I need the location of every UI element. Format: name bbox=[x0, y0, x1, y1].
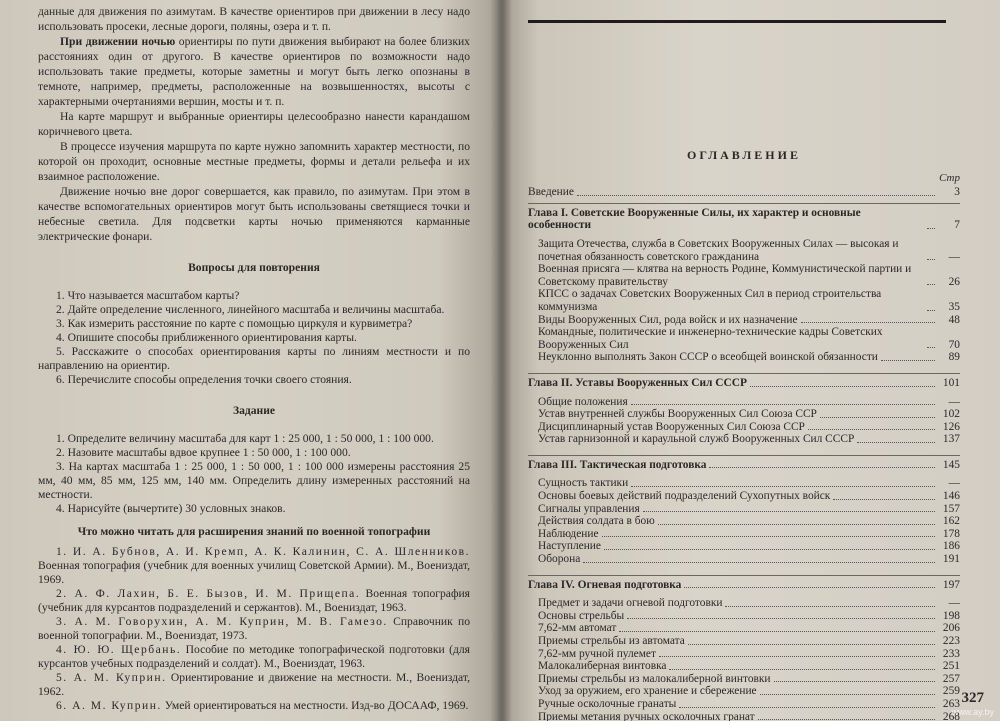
toc-page: 263 bbox=[942, 697, 960, 710]
toc-page: 137 bbox=[942, 433, 960, 446]
reference-authors: 1. И. А. Бубнов, А. И. Кремп, А. К. Калинин, С. А. Шленников. bbox=[56, 545, 470, 558]
reference-authors: 6. А. М. Куприн. bbox=[56, 699, 162, 712]
toc-dots bbox=[725, 606, 935, 607]
toc-entry-title: Введение bbox=[528, 186, 574, 199]
question-item: 6. Перечислите способы определения точки своего стояния. bbox=[56, 373, 352, 386]
toc-entry-title: Наступление bbox=[538, 540, 601, 553]
toc-entry-title: Сущность тактики bbox=[538, 477, 629, 490]
toc-dots bbox=[709, 467, 935, 468]
toc-chapter-title: Глава IV. Огневая подготовка bbox=[528, 578, 682, 591]
task-item: 3. На картах масштаба 1 : 25 000, 1 : 50 000, 1 : 100 000 измерены расстояния 25 мм, 40 мм, 85 мм, 125 мм, 140 мм. Определить длину измеренных расстояний на местности. bbox=[38, 460, 470, 501]
toc-dots bbox=[679, 707, 935, 708]
toc-entry bbox=[528, 540, 960, 553]
toc-page: 89 bbox=[948, 351, 960, 364]
toc-entry bbox=[528, 503, 960, 516]
toc-separator bbox=[528, 373, 960, 374]
toc-dots bbox=[688, 644, 935, 645]
task-item: 1. Определите величину масштаба для карт 1 : 25 000, 1 : 50 000, 1 : 100 000. bbox=[56, 432, 434, 445]
toc-entry-title: Военная присяга — клятва на верность Родине, Коммунистической партии и Советскому правительству bbox=[538, 263, 912, 288]
toc-chapter bbox=[528, 579, 960, 592]
reference-rest: Военная топография (учебник для военных училищ Советской Армии). М., Воениздат, 1969. bbox=[38, 559, 470, 586]
toc-entry-title: Приемы стрельбы из малокалиберной винтовки bbox=[538, 672, 771, 685]
toc-spacer bbox=[528, 446, 960, 451]
toc-entry-title: Устав внутренней службы Вооруженных Сил Союза ССР bbox=[538, 408, 817, 421]
toc-entry-title: 7,62-мм автомат bbox=[538, 622, 617, 635]
reference-rest: Военная топография (учебник для курсантов подразделений и сержантов). М., Воениздат, 1963. bbox=[38, 587, 470, 614]
toc-page: 126 bbox=[942, 420, 960, 433]
reading-title: Что можно читать для расширения знаний по военной топографии bbox=[77, 525, 431, 538]
toc-chapter bbox=[528, 377, 960, 390]
toc-entry bbox=[528, 186, 960, 199]
toc-dots bbox=[602, 536, 935, 537]
toc-page: 70 bbox=[948, 338, 960, 351]
toc-dots bbox=[927, 259, 935, 260]
toc-dots bbox=[833, 499, 935, 500]
toc-page: — bbox=[948, 477, 960, 490]
toc-page: 145 bbox=[942, 458, 960, 471]
page-number: 327 bbox=[961, 690, 984, 706]
toc-dots bbox=[927, 310, 935, 311]
toc-column bbox=[528, 20, 960, 721]
question-item: 2. Дайте определение численного, линейного масштаба и величины масштаба. bbox=[56, 303, 445, 316]
toc-page: 257 bbox=[942, 672, 960, 685]
question-item: 1. Что называется масштабом карты? bbox=[56, 289, 240, 302]
reference-rest: Пособие по методике топографической подготовки (для курсантов учебных подразделений и солдат). М., Воениздат, 1963. bbox=[38, 643, 471, 670]
toc-dots bbox=[631, 404, 935, 405]
toc-entry-title: Приемы метания ручных осколочных гранат bbox=[538, 710, 755, 721]
reference-item bbox=[38, 587, 470, 615]
reference-authors: 4. Ю. Ю. Щербань. bbox=[56, 643, 182, 656]
toc-entry-title: Защита Отечества, служба в Советских Вооруженных Силах — высокая и почетная обязанность советского гражданина bbox=[538, 237, 899, 263]
toc-separator bbox=[528, 575, 960, 576]
toc-entry-title: Командные, политические и инженерно-технические кадры Советских Вооруженных Сил bbox=[538, 326, 883, 351]
toc-entry bbox=[528, 597, 960, 610]
toc-separator bbox=[528, 455, 960, 456]
toc-page: 35 bbox=[948, 300, 960, 313]
reference-authors: 5. А. М. Куприн. bbox=[56, 671, 167, 684]
toc-entry bbox=[528, 421, 960, 434]
toc-chapter bbox=[528, 459, 960, 472]
references-list bbox=[38, 545, 470, 713]
toc-entry bbox=[528, 351, 960, 364]
toc-entry-title: Наблюдение bbox=[538, 527, 599, 540]
toc-entry-title: Основы стрельбы bbox=[538, 609, 625, 622]
left-page bbox=[0, 0, 498, 721]
toc-entry-title: Уход за оружием, его хранение и сбережение bbox=[538, 685, 757, 698]
toc-dots bbox=[750, 386, 935, 387]
toc-entry-title: Общие положения bbox=[538, 395, 628, 408]
toc-entry bbox=[528, 263, 960, 288]
toc-dots bbox=[583, 562, 935, 563]
toc-entry-title: Приемы стрельбы из автомата bbox=[538, 635, 685, 647]
reference-rest: Ориентирование и движение на местности. М., Воениздат, 1962. bbox=[38, 671, 470, 698]
toc-spacer bbox=[528, 566, 960, 571]
toc-page: 223 bbox=[942, 635, 960, 647]
toc-page: 191 bbox=[942, 553, 960, 566]
toc-dots bbox=[760, 694, 935, 695]
night-bold: При движении ночью bbox=[60, 35, 176, 48]
toc-entry-title: КПСС о задачах Советских Вооруженных Сил в период строительства коммунизма bbox=[538, 288, 882, 313]
night-paragraph bbox=[38, 34, 470, 109]
toc-entry-title: Неуклонно выполнять Закон СССР о всеобщей воинской обязанности bbox=[538, 351, 878, 364]
toc-entry bbox=[528, 553, 960, 566]
toc-page: 157 bbox=[942, 502, 960, 515]
task-title: Задание bbox=[232, 404, 276, 417]
task-list bbox=[38, 432, 470, 516]
toc-dots bbox=[643, 511, 935, 512]
toc-entry-title: Ручные осколочные гранаты bbox=[538, 697, 677, 710]
toc-chapter bbox=[528, 207, 960, 232]
task-item: 2. Назовите масштабы вдвое крупнее 1 : 50 000, 1 : 100 000. bbox=[56, 446, 351, 459]
toc-dots bbox=[627, 618, 935, 619]
task-item: 4. Нарисуйте (вычертите) 30 условных знаков. bbox=[56, 502, 286, 515]
toc-page: 3 bbox=[954, 186, 960, 199]
night-text: ориентиры по пути движения выбирают на более близких расстояниях один от другого. В качестве ориентиров по возможности надо использовать такие предметы, которые заметны и могут быть легко опознаны в темноте, например, предметы, расположенные на возвышенностях, высоты с характерными очертаниями вершин, мосты и т. п. bbox=[38, 35, 470, 108]
toc-entry-title: Основы боевых действий подразделений Сухопутных войск bbox=[538, 490, 831, 503]
top-rule bbox=[528, 20, 946, 23]
toc-page: — bbox=[948, 395, 960, 408]
toc-page: 26 bbox=[948, 275, 960, 288]
toc-page: — bbox=[948, 250, 960, 263]
watermark: www.ay.by bbox=[951, 707, 994, 717]
toc-page: 186 bbox=[942, 540, 960, 553]
toc-entry bbox=[528, 288, 960, 313]
toc-page: 197 bbox=[942, 578, 960, 591]
toc-list bbox=[528, 186, 960, 721]
toc-page: 259 bbox=[942, 685, 960, 698]
intro-paragraph: данные для движения по азимутам. В качестве ориентиров при движении в лесу надо использовать просеки, лесные дороги, поляны, озера и т. п. bbox=[38, 5, 470, 33]
left-column bbox=[38, 4, 470, 721]
toc-entry-title: Действия солдата в бою bbox=[538, 515, 655, 528]
toc-entry bbox=[528, 477, 960, 490]
toc-entry bbox=[528, 396, 960, 409]
question-item: 4. Опишите способы приближенного ориентирования карты. bbox=[56, 331, 357, 344]
right-page bbox=[498, 0, 1000, 721]
toc-entry-title: Виды Вооруженных Сил, рода войск и их назначение bbox=[538, 313, 798, 326]
questions-list bbox=[38, 289, 470, 387]
question-item: 5. Расскажите о способах ориентирования карты по линиям местности и по направлению на ориентир. bbox=[38, 345, 470, 372]
toc-dots bbox=[604, 549, 935, 550]
toc-entry bbox=[528, 711, 960, 721]
toc-entry bbox=[528, 433, 960, 446]
toc-page: 146 bbox=[942, 490, 960, 503]
toc-dots bbox=[658, 524, 935, 525]
toc-dots bbox=[801, 322, 935, 323]
toc-dots bbox=[881, 360, 935, 361]
toc-page: 178 bbox=[942, 527, 960, 540]
toc-entry bbox=[528, 610, 960, 623]
toc-dots bbox=[857, 442, 935, 443]
toc-entry-title: Устав гарнизонной и караульной служб Вооруженных Сил СССР bbox=[538, 433, 855, 446]
toc-separator bbox=[528, 203, 960, 204]
toc-entry bbox=[528, 326, 960, 351]
toc-entry bbox=[528, 698, 960, 711]
toc-page: 268 bbox=[942, 710, 960, 721]
toc-entry bbox=[528, 673, 960, 686]
reference-item bbox=[38, 671, 470, 699]
toc-dots bbox=[774, 681, 935, 682]
toc-entry-title: Сигналы управления bbox=[538, 502, 640, 515]
toc-page: 7 bbox=[954, 219, 960, 232]
night-move-paragraph: Движение ночью вне дорог совершается, как правило, по азимутам. При этом в качестве вспомогательных ориентиров могут быть использованы светящиеся точки и небесные светила. Для подсветки карты ночью применяются карманные электрические фонари. bbox=[38, 185, 470, 243]
toc-title: ОГЛАВЛЕНИЕ bbox=[687, 148, 801, 162]
toc-page: 48 bbox=[948, 313, 960, 326]
reference-item bbox=[38, 643, 470, 671]
toc-dots bbox=[758, 719, 935, 720]
toc-entry-title: 7,62-мм ручной пулемет bbox=[538, 647, 656, 660]
toc-entry bbox=[528, 635, 960, 648]
toc-page: 162 bbox=[942, 515, 960, 528]
toc-dots bbox=[927, 347, 935, 348]
reference-item bbox=[38, 699, 470, 713]
toc-entry-title: Оборона bbox=[538, 553, 581, 566]
map-paragraph: На карте маршрут и выбранные ориентиры целесообразно нанести карандашом коричневого цвета. bbox=[38, 110, 470, 138]
toc-entry bbox=[528, 528, 960, 541]
toc-page: 102 bbox=[942, 408, 960, 421]
toc-entry bbox=[528, 685, 960, 698]
toc-chapter-title: Глава II. Уставы Вооруженных Сил СССР bbox=[528, 376, 747, 389]
toc-spacer bbox=[528, 364, 960, 369]
toc-dots bbox=[927, 228, 935, 229]
toc-dots bbox=[619, 631, 935, 632]
toc-dots bbox=[631, 486, 935, 487]
toc-entry bbox=[528, 648, 960, 661]
reference-item bbox=[38, 615, 470, 643]
reference-authors: 3. А. М. Говорухин, А. М. Куприн, М. В. Гамезо. bbox=[56, 615, 388, 628]
reference-rest: Справочник по военной топографии. М., Воениздат, 1973. bbox=[38, 615, 470, 642]
page-column-label: Стр bbox=[939, 171, 960, 184]
toc-page: 206 bbox=[942, 622, 960, 635]
reference-authors: 2. А. Ф. Лахин, Б. Е. Бызов, И. М. Прищепа. bbox=[56, 587, 361, 600]
toc-dots bbox=[820, 417, 935, 418]
toc-entry bbox=[528, 490, 960, 503]
toc-entry bbox=[528, 622, 960, 635]
toc-page: 233 bbox=[942, 647, 960, 660]
toc-dots bbox=[808, 429, 935, 430]
toc-entry-title: Дисциплинарный устав Вооруженных Сил Союза ССР bbox=[538, 420, 805, 433]
toc-dots bbox=[669, 669, 935, 670]
toc-chapter-title: Глава III. Тактическая подготовка bbox=[528, 458, 707, 471]
study-paragraph: В процессе изучения маршрута по карте нужно запомнить характер местности, по которой он проходит, основные местные предметы, формы и детали рельефа и их взаимное расположение. bbox=[38, 140, 470, 183]
toc-page: 251 bbox=[942, 660, 960, 673]
reference-item bbox=[38, 545, 470, 587]
toc-dots bbox=[927, 284, 935, 285]
toc-entry bbox=[528, 238, 960, 263]
question-item: 3. Как измерить расстояние по карте с помощью циркуля и курвиметра? bbox=[56, 317, 413, 330]
toc-entry bbox=[528, 408, 960, 421]
toc-page: — bbox=[948, 597, 960, 610]
toc-entry-title: Малокалиберная винтовка bbox=[538, 660, 667, 673]
toc-page: 101 bbox=[942, 376, 960, 389]
toc-dots bbox=[577, 195, 935, 196]
reference-rest: Умей ориентироваться на местности. Изд-во ДОСААФ, 1969. bbox=[161, 699, 469, 712]
toc-entry bbox=[528, 515, 960, 528]
toc-dots bbox=[684, 587, 935, 588]
toc-dots bbox=[659, 656, 935, 657]
toc-page: 198 bbox=[942, 609, 960, 622]
toc-entry-title: Предмет и задачи огневой подготовки bbox=[538, 597, 723, 610]
toc-entry bbox=[528, 314, 960, 327]
toc-chapter-title: Глава I. Советские Вооруженные Силы, их характер и основные особенности bbox=[528, 206, 861, 232]
toc-entry bbox=[528, 660, 960, 673]
questions-title: Вопросы для повторения bbox=[188, 261, 320, 274]
